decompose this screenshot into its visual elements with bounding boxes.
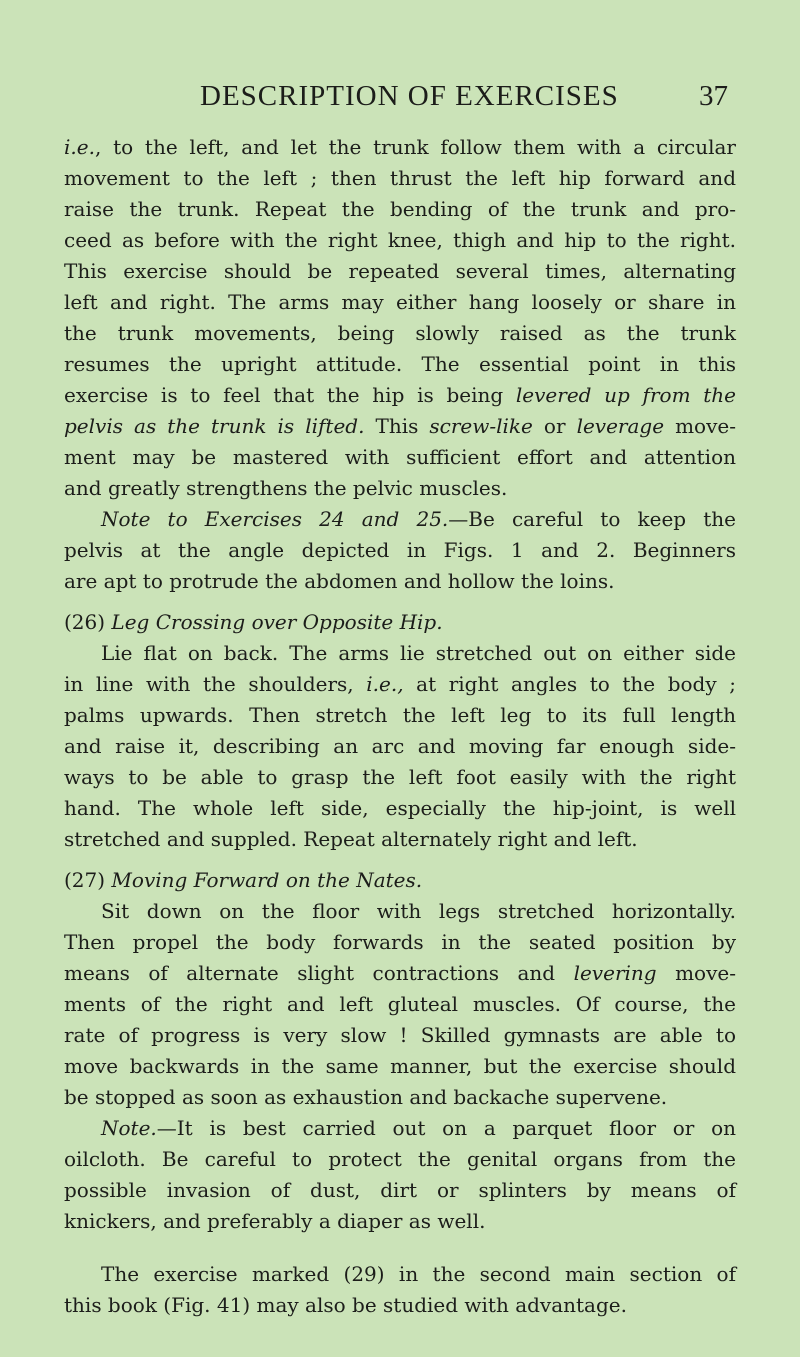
text-line: move backwards in the same manner, but the exercise should xyxy=(64,1054,736,1078)
text-line xyxy=(64,958,736,989)
text-line: possible invasion of dust, dirt or splinters by means of xyxy=(64,1178,736,1202)
body-text xyxy=(64,132,736,1321)
text-line: and raise it, describing an arc and moving far enough side- xyxy=(64,734,736,758)
exercise-heading xyxy=(64,607,736,638)
text-line: this book (Fig. 41) may also be studied with advantage. xyxy=(64,1293,627,1317)
text-line: raise the trunk. Repeat the bending of the trunk and pro- xyxy=(64,197,736,221)
text-span: —It is best carried out on a parquet floor or on xyxy=(156,1116,736,1140)
text-line: stretched and suppled. Repeat alternately right and left. xyxy=(64,827,638,851)
text-line: knickers, and preferably a diaper as well. xyxy=(64,1209,486,1233)
text-line: the trunk movements, being slowly raised as the trunk xyxy=(64,321,736,345)
exercise-26 xyxy=(64,607,736,855)
text-span: exercise is to feel that the hip is being xyxy=(64,383,516,407)
italic-text: levering xyxy=(573,961,657,985)
text-line xyxy=(64,411,736,442)
italic-text: screw-like xyxy=(429,414,533,438)
text-line: and greatly strengthens the pelvic muscles. xyxy=(64,476,508,500)
italic-text: Note. xyxy=(101,1116,157,1140)
exercise-title: Moving Forward on the Nates. xyxy=(111,868,423,892)
running-title: DESCRIPTION OF EXERCISES xyxy=(200,80,619,112)
text-line: left and right. The arms may either hang loosely or share in xyxy=(64,290,736,314)
text-line xyxy=(64,1113,736,1144)
text-line: hand. The whole left side, especially the hip-joint, is well xyxy=(64,796,736,820)
text-line: Then propel the body forwards in the seated position by xyxy=(64,930,736,954)
text-line: This exercise should be repeated several times, alternating xyxy=(64,259,736,283)
exercise-heading xyxy=(64,865,736,896)
text-span: at right angles to the body ; xyxy=(403,672,736,696)
text-span: in line with the shoulders, xyxy=(64,672,367,696)
text-line: ment may be mastered with sufficient effort and attention xyxy=(64,445,736,469)
text-span: This xyxy=(364,414,430,438)
italic-text: levered up from the xyxy=(515,383,736,407)
text-line: palms upwards. Then stretch the left leg to its full length xyxy=(64,703,736,727)
text-span: move- xyxy=(664,414,736,438)
text-line: pelvis at the angle depicted in Figs. 1 and 2. Beginners xyxy=(64,538,736,562)
italic-text: Note to Exercises 24 and 25. xyxy=(101,507,449,531)
text-span: —Be careful to keep the xyxy=(448,507,736,531)
note-exercise-27 xyxy=(64,1113,736,1237)
text-line: ceed as before with the right knee, thigh and hip to the right. xyxy=(64,228,736,252)
note-exercises-24-25 xyxy=(64,504,736,597)
exercise-title: Leg Crossing over Opposite Hip. xyxy=(111,610,443,634)
text-line xyxy=(64,504,736,535)
text-line: are apt to protrude the abdomen and hollow the loins. xyxy=(64,569,615,593)
exercise-27 xyxy=(64,865,736,1113)
text-line: movement to the left ; then thrust the left hip forward and xyxy=(64,166,736,190)
exercise-number: (27) xyxy=(64,868,112,892)
running-header xyxy=(0,80,800,116)
text-line: be stopped as soon as exhaustion and backache supervene. xyxy=(64,1085,668,1109)
text-line: The exercise marked (29) in the second main section of xyxy=(101,1262,736,1286)
italic-text: pelvis as the trunk is lifted. xyxy=(64,414,365,438)
text-line xyxy=(64,132,736,163)
page-number: 37 xyxy=(699,80,728,112)
text-line xyxy=(64,669,736,700)
paragraph-exercise-25-continued xyxy=(64,132,736,504)
text-span: move- xyxy=(656,961,736,985)
text-line: Sit down on the floor with legs stretched horizontally. xyxy=(101,899,736,923)
text-line: ways to be able to grasp the left foot easily with the right xyxy=(64,765,736,789)
text-span: means of alternate slight contractions and xyxy=(64,961,574,985)
text-span: , to the left, and let the trunk follow them with a circular xyxy=(94,135,736,159)
italic-text: leverage xyxy=(576,414,665,438)
text-line: Lie flat on back. The arms lie stretched out on either side xyxy=(101,641,736,665)
italic-text: i.e., xyxy=(366,672,404,696)
exercise-number: (26) xyxy=(64,610,112,634)
text-line: oilcloth. Be careful to protect the genital organs from the xyxy=(64,1147,736,1171)
text-line: resumes the upright attitude. The essential point in this xyxy=(64,352,736,376)
text-line: rate of progress is very slow ! Skilled gymnasts are able to xyxy=(64,1023,736,1047)
text-line xyxy=(64,380,736,411)
closing-paragraph xyxy=(64,1259,736,1321)
text-line: ments of the right and left gluteal muscles. Of course, the xyxy=(64,992,736,1016)
italic-text: i.e. xyxy=(64,135,95,159)
text-span: or xyxy=(532,414,577,438)
